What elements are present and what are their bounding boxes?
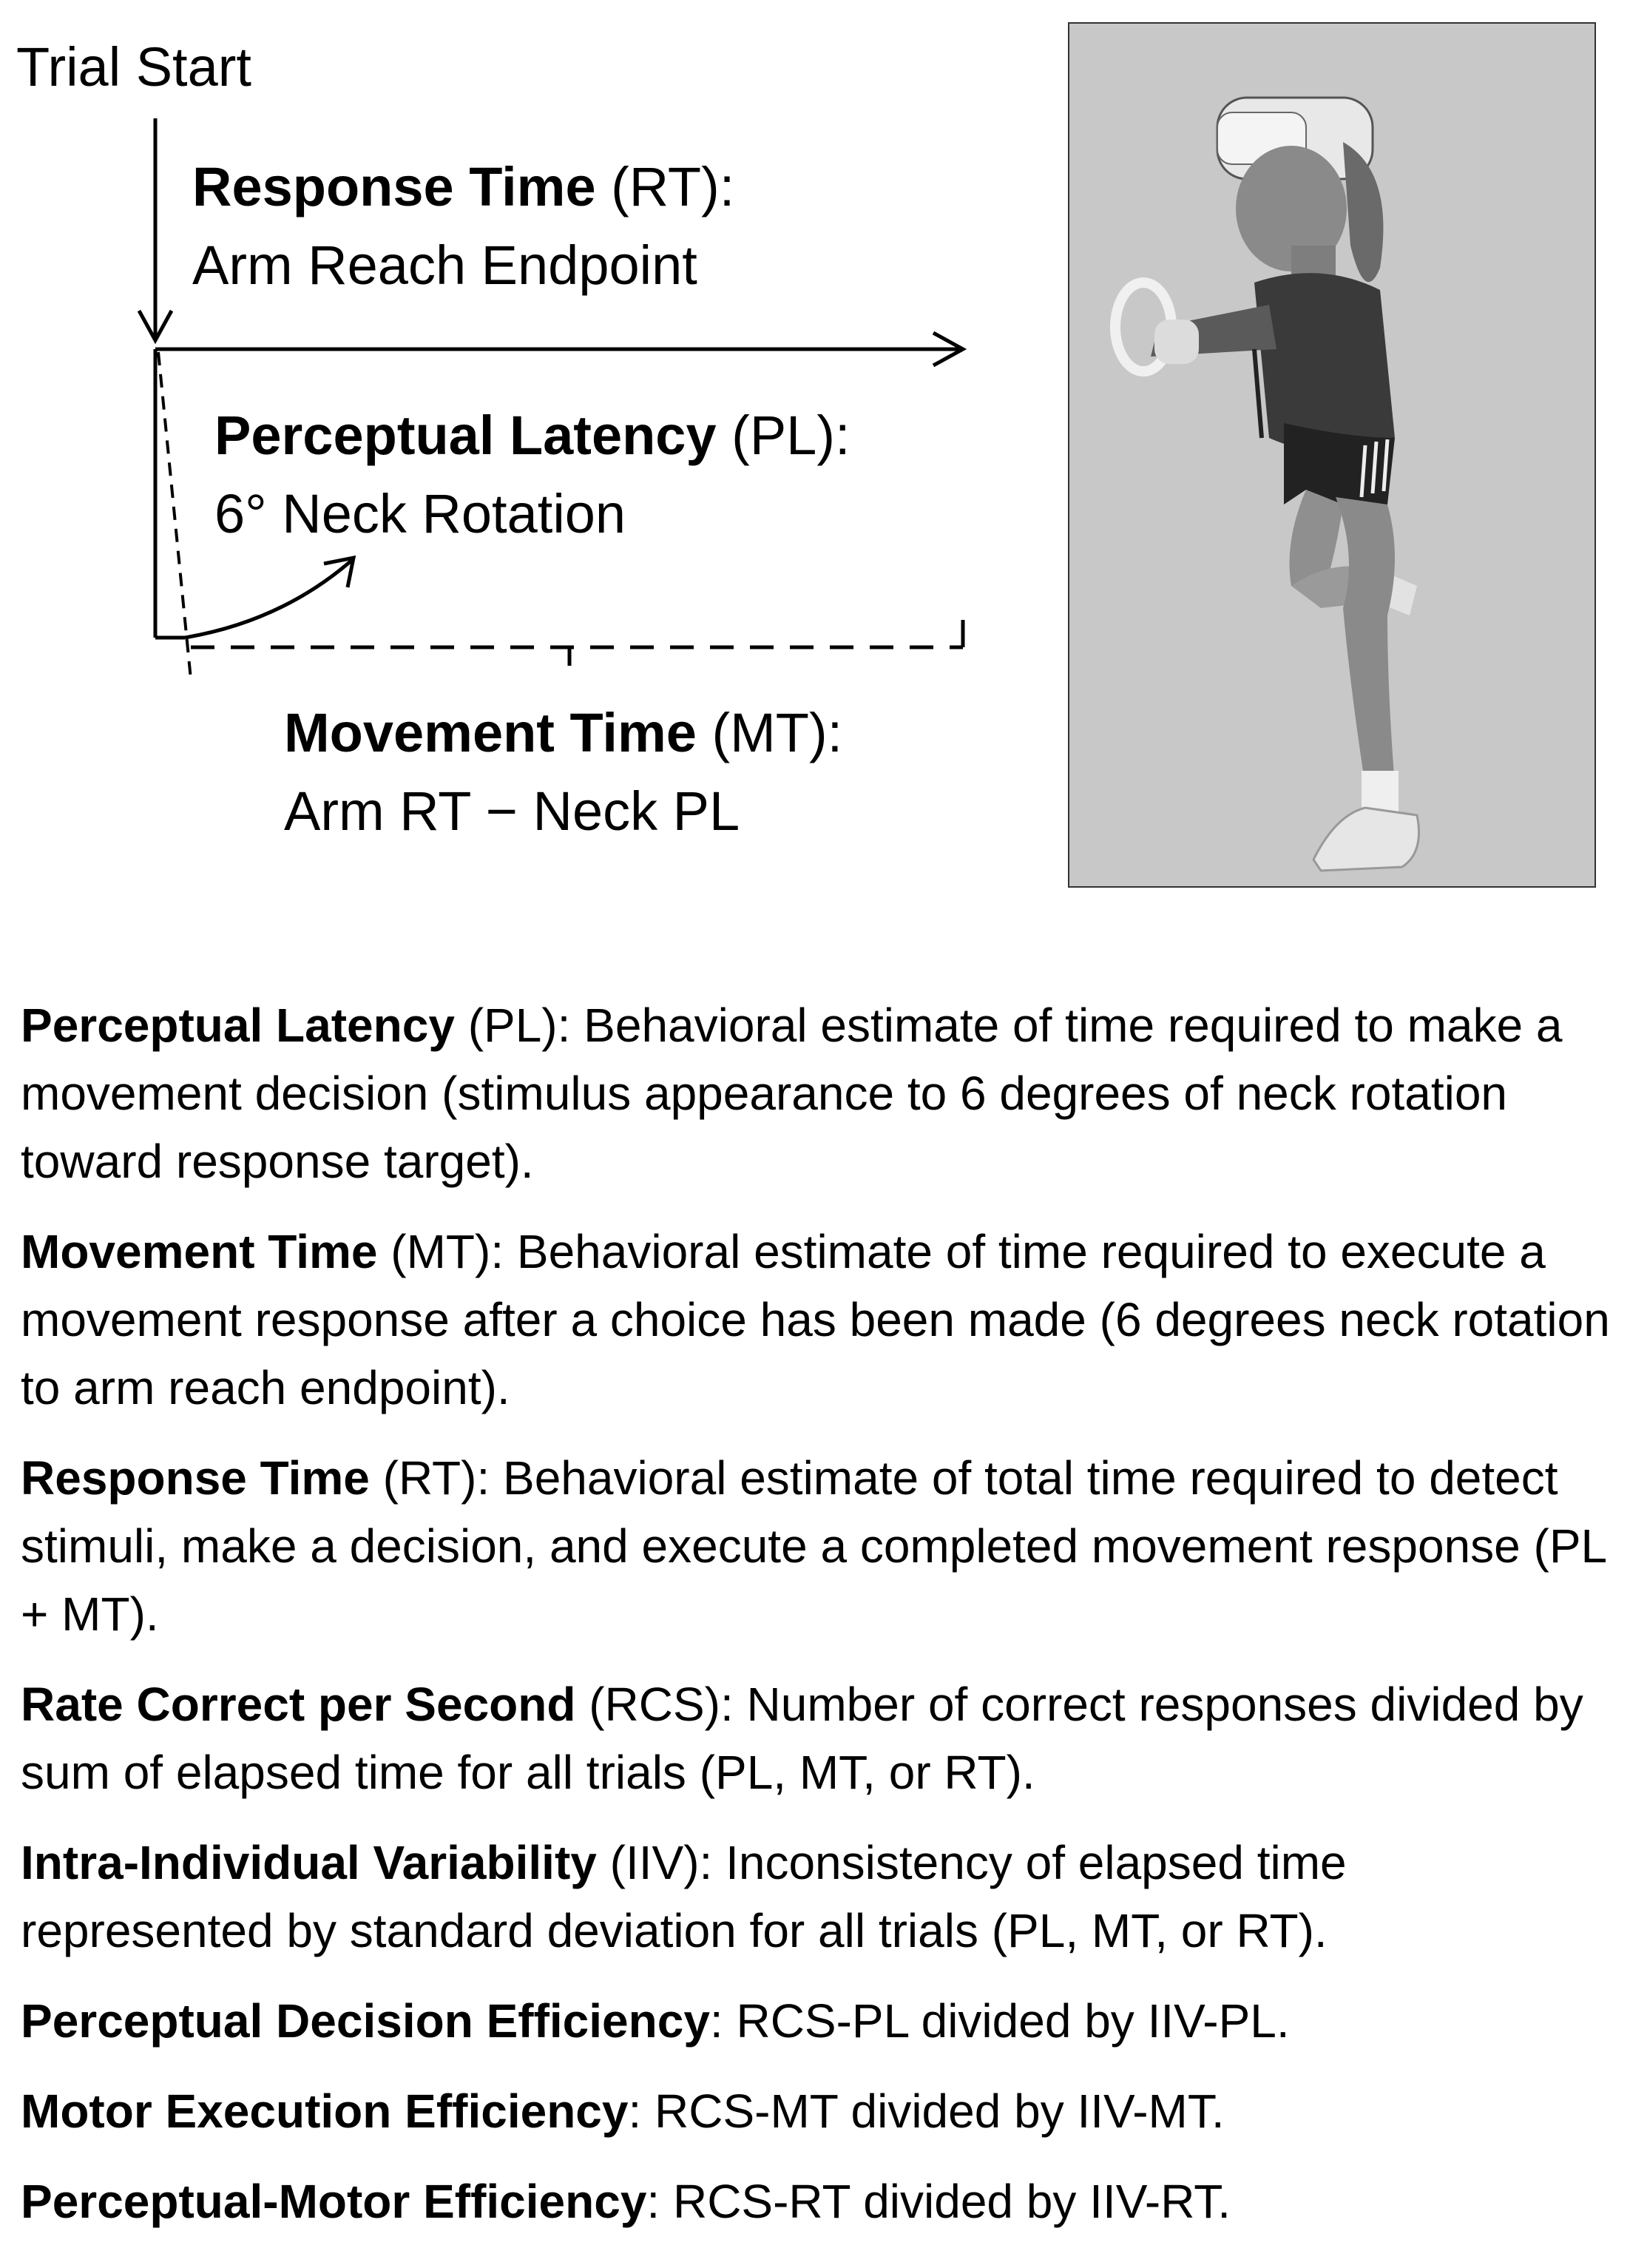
participant-photo xyxy=(1068,22,1596,888)
definition-abbr: (MT) xyxy=(377,1225,491,1278)
pl-desc-text: 6° Neck Rotation xyxy=(214,483,626,544)
rt-abbr: (RT): xyxy=(595,156,735,217)
definition-abbr: (PL) xyxy=(454,999,558,1052)
definition-term: Movement Time xyxy=(21,1225,378,1278)
neck-rotation-curve-arrow xyxy=(185,561,351,638)
vr-participant-illustration xyxy=(1069,24,1596,888)
definition-item xyxy=(21,1670,1611,1806)
definition-item xyxy=(21,1987,1611,2055)
mt-abbr: (MT): xyxy=(696,702,843,763)
mt-description xyxy=(284,780,740,843)
definitions-list xyxy=(21,991,1611,2258)
rt-desc-text: Arm Reach Endpoint xyxy=(192,234,697,296)
definition-text: : Behavioral estimate of time required to make a movement decision (stimulus appearance to 6 degrees of neck rotation toward response target). xyxy=(21,999,1563,1188)
rt-label xyxy=(192,155,734,218)
definition-term: Perceptual Decision Efficiency xyxy=(21,1994,710,2048)
definition-text: : RCS-PL divided by IIV-PL. xyxy=(709,1994,1290,2048)
definition-term: Motor Execution Efficiency xyxy=(21,2085,629,2138)
trial-start-text: Trial Start xyxy=(16,36,251,98)
rt-description xyxy=(192,234,697,297)
trial-start-label xyxy=(16,36,251,98)
definition-term: Perceptual-Motor Efficiency xyxy=(21,2175,647,2228)
mt-term: Movement Time xyxy=(284,702,697,763)
definition-term: Intra-Individual Variability xyxy=(21,1836,597,1889)
definition-text: : Number of correct responses divided by sum of elapsed time for all trials (PL, MT, or RT). xyxy=(21,1678,1583,1799)
definition-text: : Behavioral estimate of time required to execute a movement response after a choice has been made (6 degrees neck rotation to arm reach endpoint). xyxy=(21,1225,1610,1414)
definition-term: Response Time xyxy=(21,1451,370,1505)
definition-abbr: (RT) xyxy=(369,1451,477,1505)
definition-text: : Behavioral estimate of total time required to detect stimuli, make a decision, and execute a completed movement response (PL + MT). xyxy=(21,1451,1606,1641)
neck-rotation-dashed-line xyxy=(158,352,191,679)
definition-abbr: (RCS) xyxy=(575,1678,720,1731)
definition-text: : RCS-MT divided by IIV-MT. xyxy=(628,2085,1225,2138)
definition-item xyxy=(21,1829,1611,1965)
definition-abbr: (IIV) xyxy=(596,1836,700,1889)
pl-abbr: (PL): xyxy=(716,405,850,466)
pl-label xyxy=(214,404,850,467)
definition-term: Rate Correct per Second xyxy=(21,1678,576,1731)
rt-term: Response Time xyxy=(192,156,596,217)
mt-desc-text: Arm RT − Neck PL xyxy=(284,780,740,842)
definition-text: : RCS-RT divided by IIV-RT. xyxy=(646,2175,1231,2228)
definition-item xyxy=(21,2167,1611,2235)
mt-label xyxy=(284,701,842,764)
pl-term: Perceptual Latency xyxy=(214,405,717,466)
definition-item xyxy=(21,991,1611,1195)
definition-item xyxy=(21,2077,1611,2145)
definition-text: : Inconsistency of elapsed time represented by standard deviation for all trials (PL, MT, or RT). xyxy=(21,1836,1347,1957)
definition-item xyxy=(21,1218,1611,1422)
definition-item xyxy=(21,1444,1611,1648)
pl-description xyxy=(214,482,626,545)
definition-term: Perceptual Latency xyxy=(21,999,455,1052)
